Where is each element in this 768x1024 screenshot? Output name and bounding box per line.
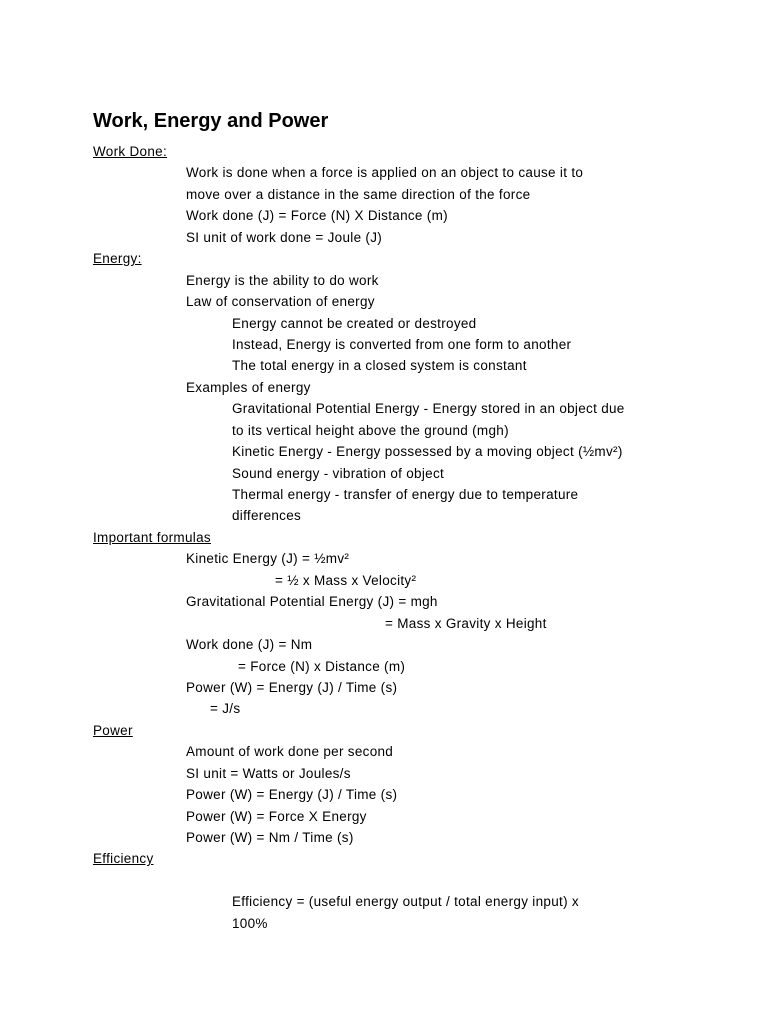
conservation-label: Law of conservation of energy	[186, 294, 375, 310]
energy-example-line: Gravitational Potential Energy - Energy stored in an object due	[232, 401, 625, 417]
power-line: Power (W) = Energy (J) / Time (s)	[186, 787, 398, 803]
examples-label: Examples of energy	[186, 379, 311, 395]
section-heading-work-done: Work Done:	[93, 144, 168, 159]
power-line: SI unit = Watts or Joules/s	[186, 765, 351, 781]
formula-line: Power (W) = Energy (J) / Time (s)	[186, 679, 398, 695]
energy-example-line: Kinetic Energy - Energy possessed by a moving object (½mv²)	[232, 444, 623, 460]
formula-line: = Mass x Gravity x Height	[385, 615, 547, 631]
section-heading-efficiency: Efficiency	[93, 851, 154, 867]
formula-line: = J/s	[210, 701, 241, 717]
section-heading-energy: Energy:	[93, 251, 142, 267]
conservation-point: Energy cannot be created or destroyed	[232, 315, 477, 331]
work-done-formula: Work done (J) = Force (N) X Distance (m)	[186, 208, 448, 224]
section-heading-formulas: Important formulas	[93, 529, 211, 545]
formula-line: = Force (N) x Distance (m)	[238, 658, 406, 674]
efficiency-line: 100%	[232, 915, 268, 931]
formula-line: Work done (J) = Nm	[186, 637, 313, 653]
power-line: Power (W) = Nm / Time (s)	[186, 830, 354, 845]
efficiency-line: Efficiency = (useful energy output / total energy input) x	[232, 894, 579, 910]
page-title: Work, Energy and Power	[93, 110, 329, 132]
energy-example-line: differences	[232, 508, 302, 524]
formula-line: Gravitational Potential Energy (J) = mgh	[186, 594, 438, 610]
energy-definition: Energy is the ability to do work	[186, 272, 379, 288]
power-line: Power (W) = Force X Energy	[186, 808, 367, 824]
formula-line: Kinetic Energy (J) = ½mv²	[186, 551, 350, 567]
section-heading-power: Power	[93, 722, 133, 738]
notes-body	[0, 141, 768, 934]
power-line: Amount of work done per second	[186, 744, 394, 760]
work-done-line: move over a distance in the same direction of the force	[186, 186, 531, 202]
formula-line: = ½ x Mass x Velocity²	[275, 572, 417, 588]
energy-example-line: Sound energy - vibration of object	[232, 465, 445, 481]
conservation-point: Instead, Energy is converted from one form to another	[232, 336, 572, 352]
work-done-si-unit: SI unit of work done = Joule (J)	[186, 229, 383, 245]
work-done-line: Work is done when a force is applied on an object to cause it to	[186, 165, 584, 181]
energy-example-line: to its vertical height above the ground (mgh)	[232, 422, 509, 438]
conservation-point: The total energy in a closed system is constant	[232, 358, 527, 374]
efficiency-spacer	[0, 870, 768, 891]
energy-example-line: Thermal energy - transfer of energy due to temperature	[232, 487, 579, 502]
